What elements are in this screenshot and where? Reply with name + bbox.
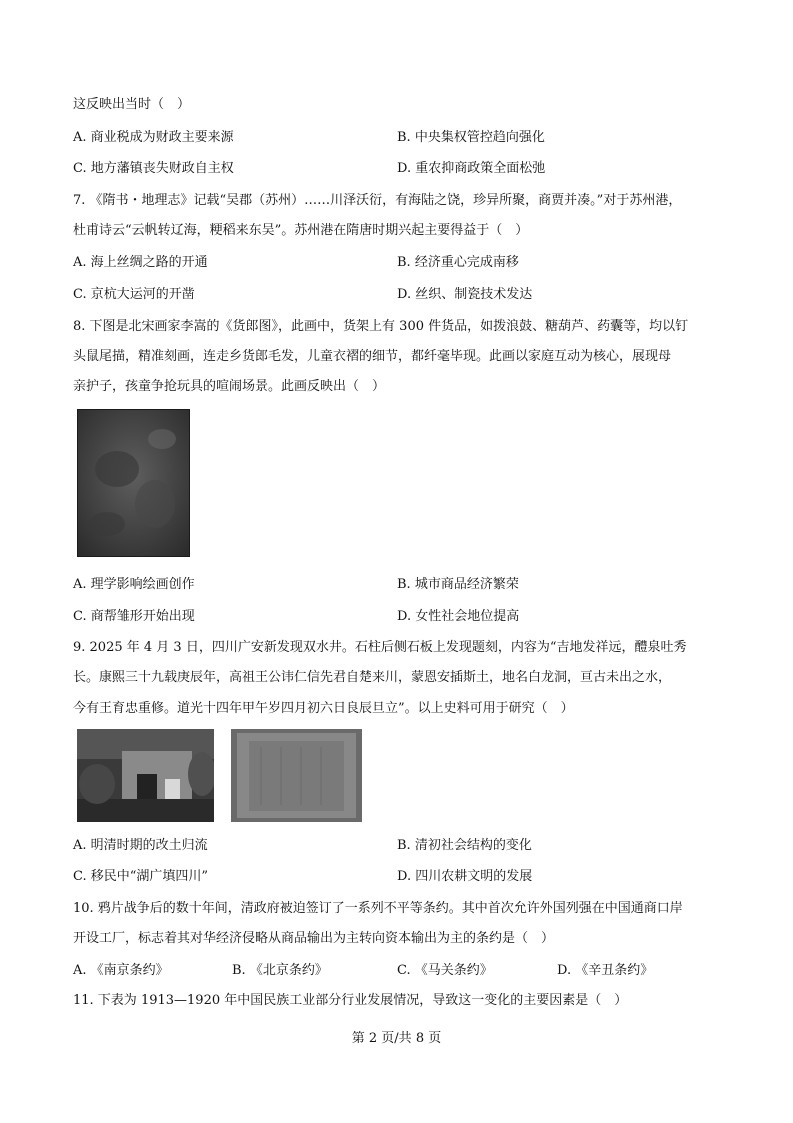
q6-option-c[interactable]: C. 地方藩镇丧失财政自主权: [73, 161, 234, 176]
q9-option-b[interactable]: B. 清初社会结构的变化: [397, 838, 532, 853]
q9-option-a[interactable]: A. 明清时期的改土归流: [73, 838, 208, 853]
huolang-painting-image: [77, 409, 190, 557]
q10-option-a[interactable]: A. 《南京条约》: [73, 963, 169, 978]
q7-option-d[interactable]: D. 丝织、制瓷技术发达: [397, 287, 533, 302]
q10-stem-line-2: 开设工厂，标志着其对华经济侵略从商品输出为主转向资本输出为主的条约是（ ）: [73, 931, 555, 946]
q8-option-b[interactable]: B. 城市商品经济繁荣: [397, 577, 519, 592]
q8-stem-line-1: 8. 下图是北宋画家李嵩的《货郎图》，此画中，货架上有 300 件货品，如拨浪鼓、糖葫芦、药囊等，均以钉: [73, 319, 689, 334]
q10-stem-line-1: 10. 鸦片战争后的数十年间，清政府被迫签订了一系列不平等条约。其中首次允许外国列强在中国通商口岸: [73, 901, 683, 916]
q10-option-b[interactable]: B. 《北京条约》: [232, 963, 328, 978]
q8-stem-line-3: 亲护子，孩童争抢玩具的喧闹场景。此画反映出（ ）: [73, 379, 386, 394]
q7-stem-line-1: 7. 《隋书・地理志》记载“吴郡（苏州）……川泽沃衍，有海陆之饶，珍异所聚，商贾并凑。”对于苏州港，: [73, 193, 682, 208]
q10-option-d[interactable]: D. 《辛丑条约》: [557, 963, 654, 978]
well-site-photo: [77, 729, 214, 822]
q9-stem-line-3: 今有王育忠重修。道光十四年甲午岁四月初六日良辰旦立”。以上史料可用于研究（ ）: [73, 701, 574, 716]
stone-inscription-photo: [231, 729, 362, 822]
q8-option-a[interactable]: A. 理学影响绘画创作: [73, 577, 195, 592]
intro-line: 这反映出当时（ ）: [73, 97, 191, 112]
q10-option-c[interactable]: C. 《马关条约》: [397, 963, 493, 978]
q7-option-b[interactable]: B. 经济重心完成南移: [397, 255, 519, 270]
q7-option-c[interactable]: C. 京杭大运河的开凿: [73, 287, 195, 302]
page-footer: 第 2 页/共 8 页: [351, 1031, 442, 1046]
q8-option-d[interactable]: D. 女性社会地位提高: [397, 609, 520, 624]
q8-option-c[interactable]: C. 商帮雏形开始出现: [73, 609, 195, 624]
q6-option-d[interactable]: D. 重农抑商政策全面松弛: [397, 161, 546, 176]
q9-option-d[interactable]: D. 四川农耕文明的发展: [397, 869, 533, 884]
q9-option-c[interactable]: C. 移民中“湖广填四川”: [73, 869, 209, 884]
q6-option-b[interactable]: B. 中央集权管控趋向强化: [397, 130, 545, 145]
q7-option-a[interactable]: A. 海上丝绸之路的开通: [73, 255, 208, 270]
q7-stem-line-2: 杜甫诗云“云帆转辽海，粳稻来东吴”。苏州港在隋唐时期兴起主要得益于（ ）: [73, 223, 529, 238]
q9-stem-line-1: 9. 2025 年 4 月 3 日，四川广安新发现双水井。石柱后侧石板上发现题刻，内容为“吉地发祥远，醴泉吐秀: [73, 640, 687, 655]
q11-stem-line-1: 11. 下表为 1913—1920 年中国民族工业部分行业发展情况，导致这一变化的主要因素是（ ）: [73, 993, 628, 1008]
q9-stem-line-2: 长。康熙三十九载庚辰年，高祖王公讳仁信先君自楚来川，蒙恩安插斯土，地名白龙洞，亘古未出之水，: [73, 670, 672, 685]
q6-option-a[interactable]: A. 商业税成为财政主要来源: [73, 130, 234, 145]
q8-stem-line-2: 头鼠尾描，精准刻画，连走乡货郎毛发，儿童衣褶的细节，都纤毫毕现。此画以家庭互动为核心，展现母: [73, 349, 672, 364]
